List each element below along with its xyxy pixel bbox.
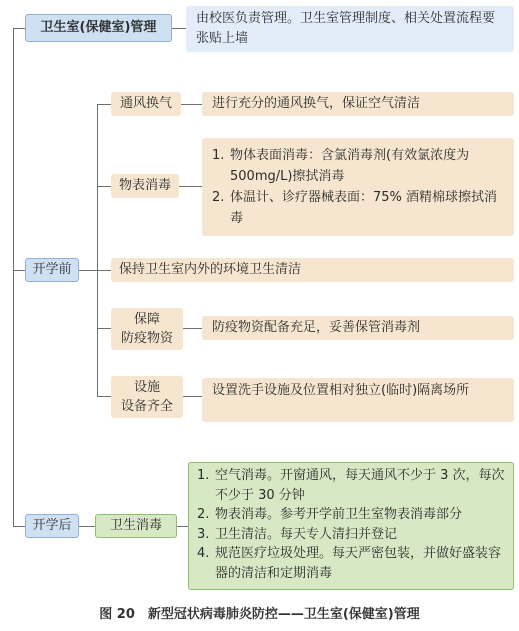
facility-label-line2: 设备齐全 <box>120 399 173 414</box>
after-list <box>197 466 505 583</box>
after-sub-label: 卫生消毒 <box>109 518 162 533</box>
env-connector <box>97 270 111 271</box>
facility-label-box <box>111 376 183 418</box>
before-to-branch-line <box>79 270 97 271</box>
list-item: 1. 物体表面消毒：含氯消毒剂(有效氯浓度为500mg/L)擦拭消毒 <box>212 148 470 184</box>
before-branch-line <box>97 104 98 396</box>
env-desc: 保持卫生室内外的环境卫生清洁 <box>119 262 302 277</box>
vent-to-desc-line <box>181 104 202 105</box>
surface-label: 物表消毒 <box>118 178 171 193</box>
facility-desc-box <box>202 378 514 422</box>
env-desc-box <box>111 258 514 282</box>
list-item: 4. 规范医疗垃圾处理。每天严密包装，并做好盛装容器的清洁和定期消毒 <box>197 546 502 581</box>
list-item: 2. 体温计、诊疗器械表面：75% 酒精棉球擦拭消毒 <box>212 190 498 226</box>
root-desc-box <box>186 6 514 52</box>
supplies-label-line1: 保障 <box>133 312 160 327</box>
figure-caption: 图 20 新型冠状病毒肺炎防控——卫生室(保健室)管理 <box>99 607 420 622</box>
facility-desc: 设置洗手设施及位置相对独立(临时)隔离场所 <box>212 383 470 398</box>
supplies-desc: 防疫物资配备充足，妥善保管消毒剂 <box>212 320 421 335</box>
vent-label: 通风换气 <box>119 96 172 111</box>
supplies-to-desc-line <box>183 328 202 329</box>
facility-label-line1: 设施 <box>133 380 160 395</box>
vent-label-box <box>111 92 181 116</box>
before-connector <box>13 270 25 271</box>
surface-desc-box <box>202 138 514 236</box>
after-label: 开学后 <box>32 518 72 533</box>
supplies-label-box <box>111 308 183 350</box>
after-sub-label-box <box>95 514 177 538</box>
root-connector <box>13 28 25 29</box>
vent-desc-box <box>202 92 514 116</box>
sub-to-list-line <box>177 526 188 527</box>
after-list-box <box>188 462 514 590</box>
before-label-box <box>25 258 79 282</box>
vent-desc: 进行充分的通风换气，保证空气清洁 <box>212 96 421 111</box>
surface-connector <box>97 186 111 187</box>
supplies-desc-box <box>202 316 514 340</box>
surface-list <box>212 145 504 229</box>
facility-connector <box>97 396 111 397</box>
supplies-connector <box>97 328 111 329</box>
root-title-box <box>25 14 172 42</box>
list-item: 1. 空气消毒。开窗通风，每天通风不少于 3 次，每次不少于 30 分钟 <box>197 468 505 503</box>
root-to-desc-line <box>172 28 186 29</box>
root-desc: 由校医负责管理。卫生室管理制度、相关处置流程要张贴上墙 <box>196 11 496 46</box>
before-label: 开学前 <box>32 262 72 277</box>
after-connector <box>13 526 25 527</box>
root-title: 卫生室(保健室)管理 <box>40 20 157 35</box>
surface-to-desc-line <box>179 186 202 187</box>
surface-label-box <box>111 174 179 198</box>
vent-connector <box>97 104 111 105</box>
after-to-sub-line <box>79 526 95 527</box>
facility-to-desc-line <box>183 396 202 397</box>
list-item: 3. 卫生清洁。每天专人清扫并登记 <box>197 526 398 542</box>
supplies-label-line2: 防疫物资 <box>120 331 173 346</box>
main-trunk-line <box>13 28 14 526</box>
list-item: 2. 物表消毒。参考开学前卫生室物表消毒部分 <box>197 507 463 522</box>
after-label-box <box>25 514 79 538</box>
